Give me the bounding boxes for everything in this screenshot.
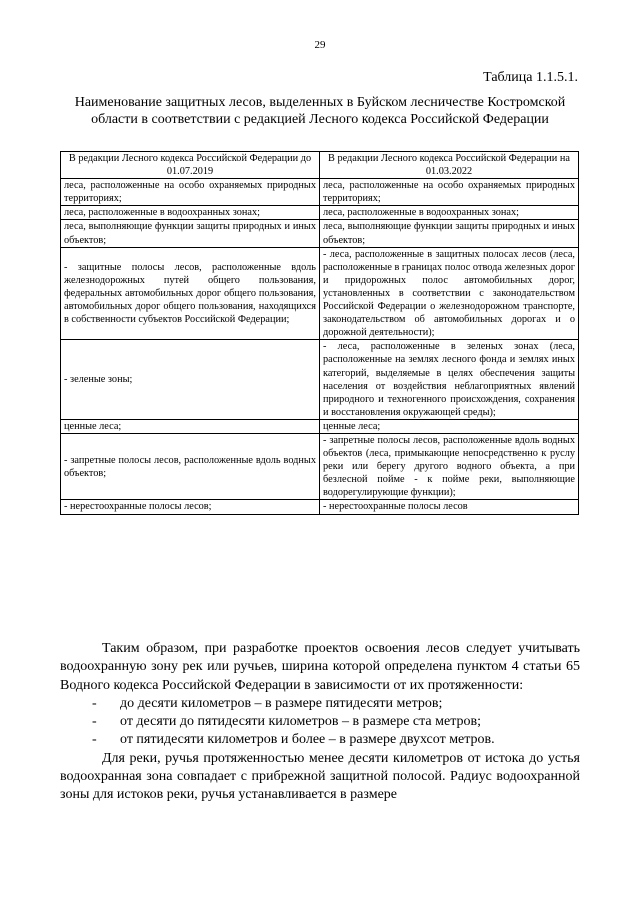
cell-new: ценные леса; [320,419,579,433]
table-row [61,340,579,420]
cell-old: - защитные полосы лесов, расположенные вдоль железнодорожных путей общего пользования, федеральных автомобильных дорог общего пользования, автомобильных дорог общего пользования, находящихся в собственности субъектов Российской Федерации; [61,247,320,340]
cell-old: - нерестоохранные полосы лесов; [61,500,320,514]
paragraph: Для реки, ручья протяженностью менее десяти километров от истока до устья водоохранная зона совпадает с прибрежной защитной полосой. Радиус водоохранной зоны для истоков реки, ручья устанавливается в размере [60,750,580,803]
table-row [61,433,579,499]
cell-old: леса, расположенные в водоохранных зонах; [61,206,320,220]
header-new-edition: В редакции Лесного кодекса Российской Федерации на 01.03.2022 [320,152,579,179]
list-item [60,731,580,749]
list-item [60,695,580,713]
header-old-edition: В редакции Лесного кодекса Российской Федерации до 01.07.2019 [61,152,320,179]
cell-old: леса, расположенные на особо охраняемых природных территориях; [61,179,320,206]
bullet-mark: - [92,695,97,711]
table-heading: Наименование защитных лесов, выделенных в Буйском лесничестве Костромской области в соответствии с редакцией Лесного кодекса Российской Федерации [74,95,566,127]
list-item-text: до десяти километров – в размере пятидесяти метров; [120,695,443,711]
table-row [61,247,579,340]
cell-new: - леса, расположенные в защитных полосах лесов (леса, расположенные в границах полос отвода железных дорог и придорожных полос автомобильных дорог, установленных в соответствии с законодательством Российской Федерации о железнодорожном транспорте, законодательством об автомобильных дорогах и о дорожной деятельности); [320,247,579,340]
cell-old: - зеленые зоны; [61,340,320,420]
cell-new: леса, выполняющие функции защиты природных и иных объектов; [320,220,579,247]
list-item-text: от десяти до пятидесяти километров – в размере ста метров; [120,714,482,730]
list-item-text: от пятидесяти километров и более – в размере двухсот метров. [120,732,495,748]
cell-new: - нерестоохранные полосы лесов [320,500,579,514]
table-row [61,419,579,433]
table-row [61,500,579,514]
cell-old: ценные леса; [61,419,320,433]
table-row [61,206,579,220]
cell-old: леса, выполняющие функции защиты природных и иных объектов; [61,220,320,247]
table-row [61,220,579,247]
table-label: Таблица 1.1.5.1. [483,70,578,85]
table-row [61,179,579,206]
body-text [60,640,580,805]
bullet-mark: - [92,732,97,748]
bullet-mark: - [92,714,97,730]
cell-old: - запретные полосы лесов, расположенные вдоль водных объектов; [61,433,320,499]
list-item [60,713,580,731]
cell-new: - леса, расположенные в зеленых зонах (леса, расположенные на землях лесного фонда и землях иных категорий, выделяемые в целях обеспечения защиты населения от воздействия неблагоприятных явлений природного и техногенного происхождения, сохранения и восстановления окружающей среды); [320,340,579,420]
table-header-row [61,152,579,179]
paragraph: Таким образом, при разработке проектов освоения лесов следует учитывать водоохранную зону рек или ручьев, ширина которой определена пунктом 4 статьи 65 Водного кодекса Российской Федерации в зависимости от их протяженности: [60,641,580,693]
cell-new: леса, расположенные на особо охраняемых природных территориях; [320,179,579,206]
cell-new: леса, расположенные в водоохранных зонах; [320,206,579,220]
protective-forests-table [60,151,579,515]
cell-new: - запретные полосы лесов, расположенные вдоль водных объектов (леса, примыкающие непосредственно к руслу реки или берегу другого водного объекта, а при безлесной пойме - к пойме реки, выполняющие водорегулирующие функции); [320,433,579,499]
page-number: 29 [314,39,326,51]
